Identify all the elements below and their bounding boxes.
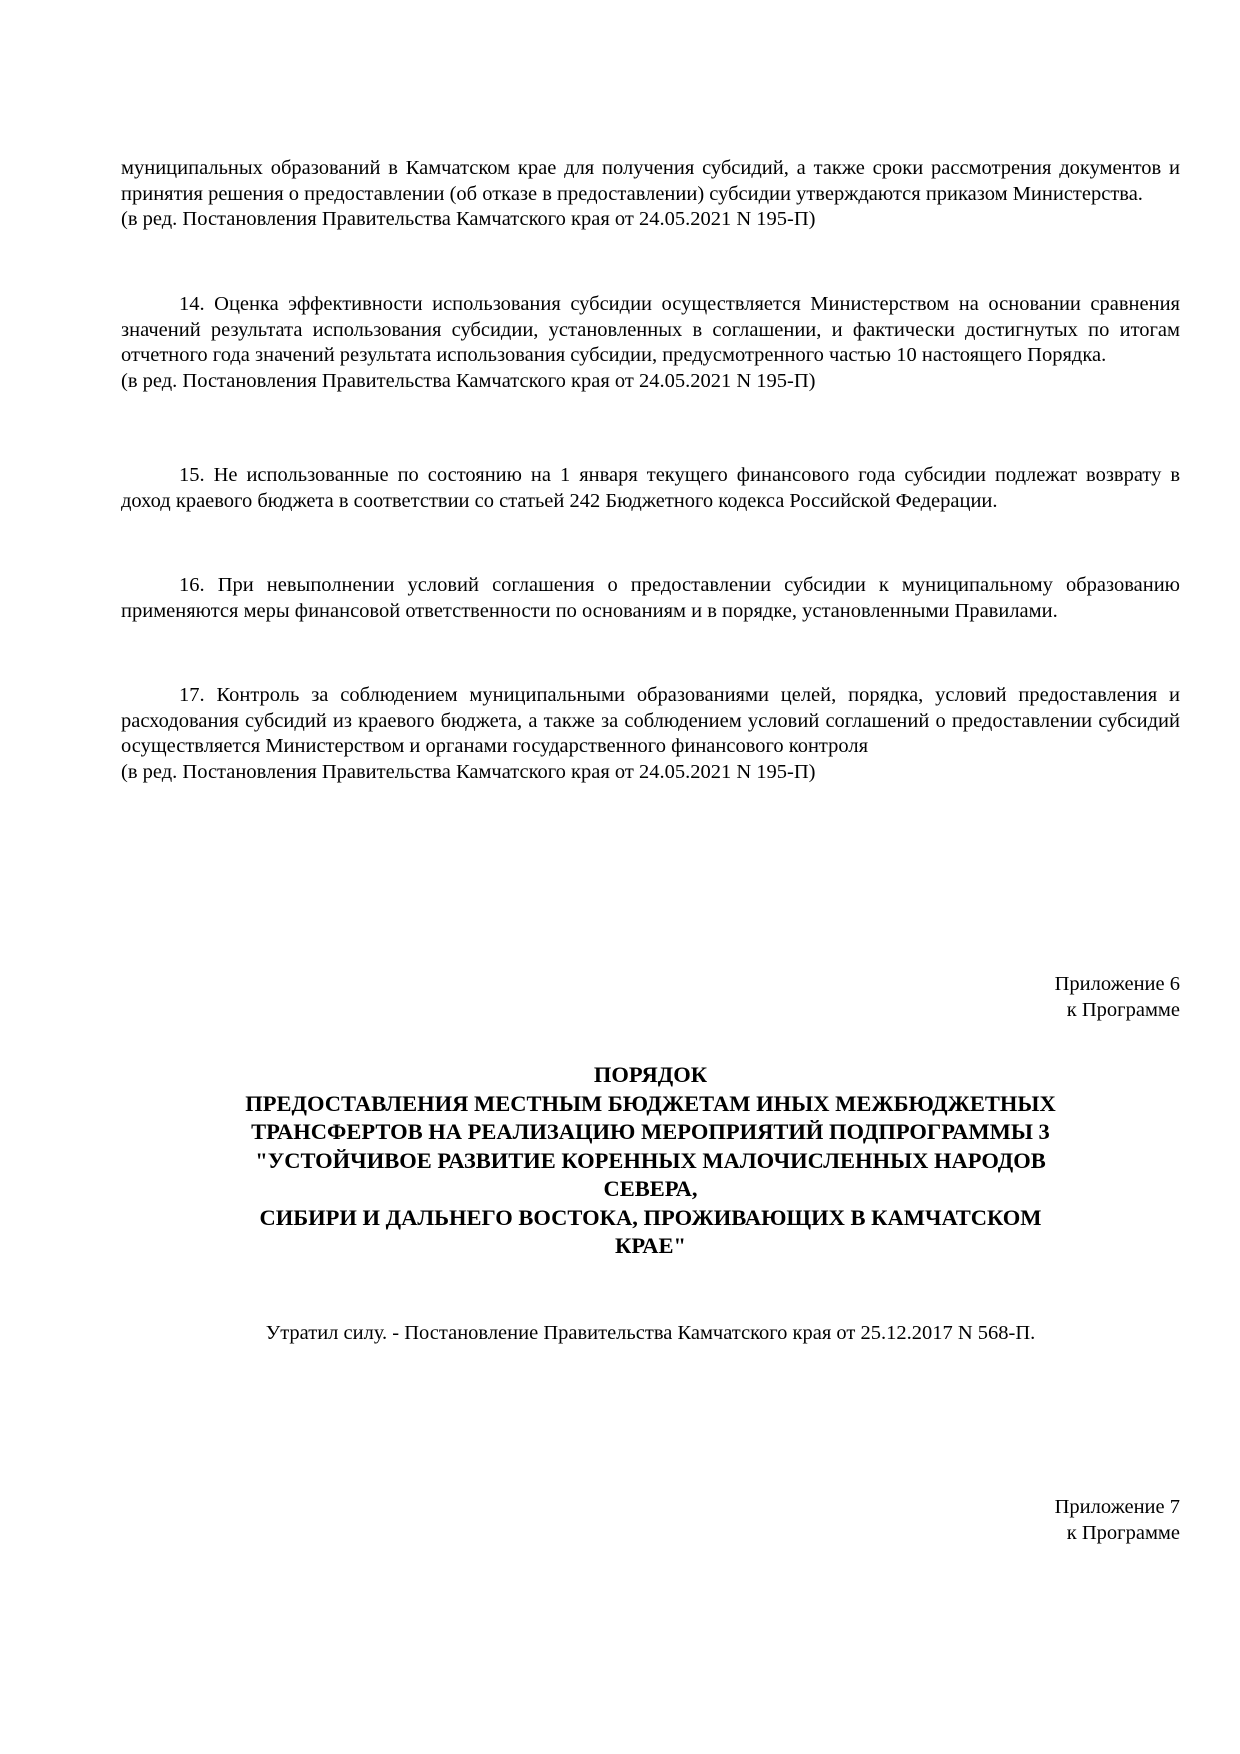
amendment-reference: (в ред. Постановления Правительства Камчатского края от 24.05.2021 N 195-П)	[121, 369, 816, 392]
paragraph-text: 16. При невыполнении условий соглашения о предоставлении субсидии к муниципальному образованию применяются меры финансовой ответственности по основаниям и в порядке, установленными Правилами.	[121, 574, 1180, 622]
paragraph-15	[121, 463, 1180, 514]
title-line: КРАЕ"	[615, 1233, 686, 1258]
appendix-target: к Программе	[1066, 1521, 1180, 1544]
title-line: СЕВЕРА,	[603, 1176, 698, 1201]
title-line: ТРАНСФЕРТОВ НА РЕАЛИЗАЦИЮ МЕРОПРИЯТИЙ ПОДПРОГРАММЫ 3	[251, 1119, 1050, 1144]
title-line: ПРЕДОСТАВЛЕНИЯ МЕСТНЫМ БЮДЖЕТАМ ИНЫХ МЕЖБЮДЖЕТНЫХ	[245, 1090, 1056, 1116]
appendix-number: Приложение 6	[1054, 973, 1180, 995]
section-title	[121, 1061, 1180, 1261]
paragraph-13-continuation	[121, 156, 1180, 233]
paragraph-17	[121, 683, 1180, 785]
paragraph-text: 15. Не использованные по состоянию на 1 января текущего финансового года субсидии подлежат возврату в доход краевого бюджета в соответствии со статьей 242 Бюджетного кодекса Российской Федерации.	[121, 464, 1180, 512]
title-line: СИБИРИ И ДАЛЬНЕГО ВОСТОКА, ПРОЖИВАЮЩИХ В КАМЧАТСКОМ	[259, 1204, 1042, 1230]
repealed-note	[121, 1321, 1180, 1347]
amendment-reference: (в ред. Постановления Правительства Камчатского края от 24.05.2021 N 195-П)	[121, 208, 816, 230]
paragraph-text: 14. Оценка эффективности использования субсидии осуществляется Министерством на основании сравнения значений результата использования субсидии, установленных в соглашении, и фактически достигнутых по итогам отчетного года значений результата использования субсидии, предусмотренного частью 10 настоящего Порядка.	[121, 293, 1180, 366]
paragraph-14	[121, 292, 1180, 394]
amendment-reference: (в ред. Постановления Правительства Камчатского края от 24.05.2021 N 195-П)	[121, 760, 816, 783]
appendix-number: Приложение 7	[1054, 1496, 1180, 1518]
repealed-text: Утратил силу. - Постановление Правительства Камчатского края от 25.12.2017 N 568-П.	[265, 1322, 1036, 1344]
appendix-target: к Программе	[1066, 998, 1180, 1021]
paragraph-text: 17. Контроль за соблюдением муниципальными образованиями целей, порядка, условий предоставления и расходования субсидий из краевого бюджета, а также за соблюдением условий соглашений о предоставлении субсидий осуществляется Министерством и органами государственного финансового контроля	[121, 684, 1180, 757]
paragraph-16	[121, 573, 1180, 624]
paragraph-text: муниципальных образований в Камчатском крае для получения субсидий, а также сроки рассмотрения документов и принятия решения о предоставлении (об отказе в предоставлении) субсидии утверждаются приказом Министерства.	[121, 157, 1180, 205]
title-line: "УСТОЙЧИВОЕ РАЗВИТИЕ КОРЕННЫХ МАЛОЧИСЛЕННЫХ НАРОДОВ	[255, 1147, 1046, 1173]
title-line: ПОРЯДОК	[593, 1062, 708, 1087]
appendix-6-header	[121, 972, 1180, 1023]
appendix-7-header	[121, 1495, 1180, 1546]
